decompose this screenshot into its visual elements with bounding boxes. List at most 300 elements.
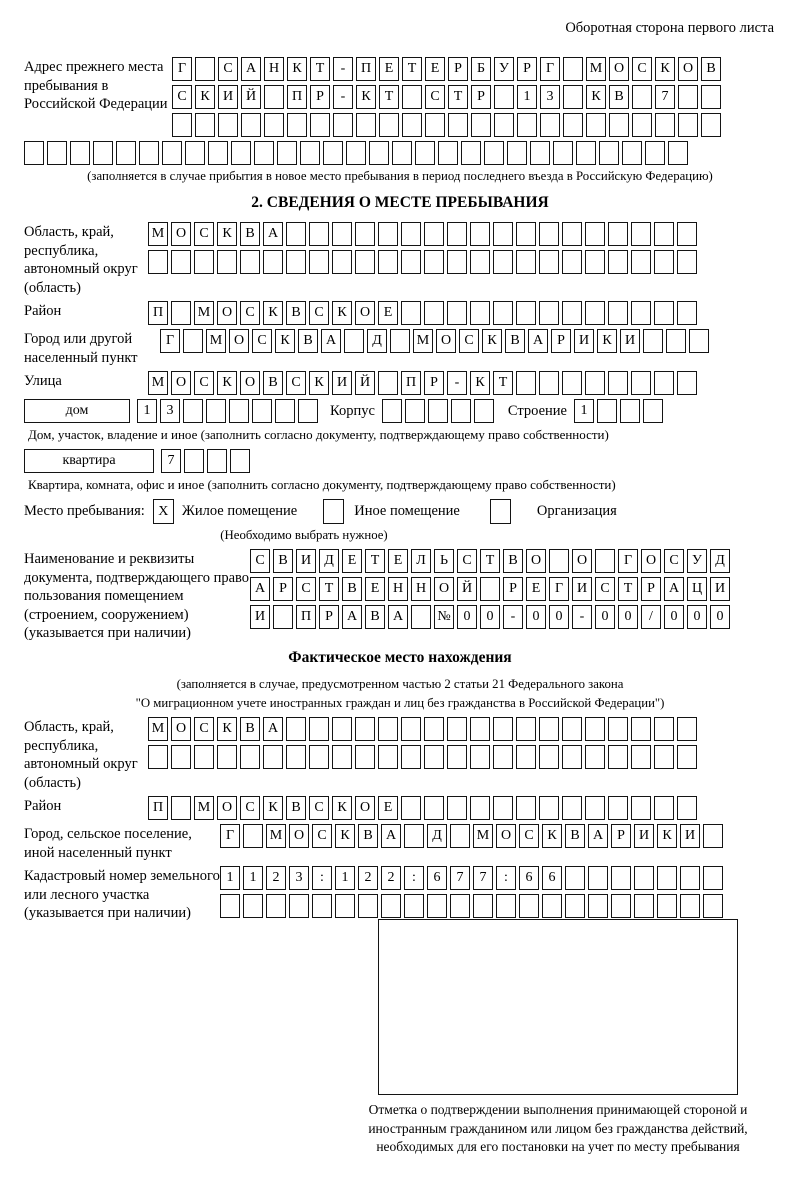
char-cell[interactable] bbox=[599, 141, 619, 165]
char-cell[interactable]: 0 bbox=[549, 605, 569, 629]
char-cell[interactable]: Д bbox=[319, 549, 339, 573]
char-cell[interactable]: - bbox=[447, 371, 467, 395]
char-cell[interactable]: Г bbox=[220, 824, 240, 848]
char-cell[interactable]: М bbox=[194, 796, 214, 820]
char-cell[interactable] bbox=[263, 745, 283, 769]
char-cell[interactable] bbox=[517, 113, 537, 137]
char-cell[interactable]: М bbox=[413, 329, 433, 353]
char-cell[interactable] bbox=[401, 717, 421, 741]
char-cell[interactable]: Й bbox=[457, 577, 477, 601]
char-cell[interactable] bbox=[643, 399, 663, 423]
char-cell[interactable] bbox=[516, 745, 536, 769]
char-cell[interactable] bbox=[470, 717, 490, 741]
char-cell[interactable] bbox=[608, 745, 628, 769]
char-cell[interactable] bbox=[643, 329, 663, 353]
char-cell[interactable] bbox=[195, 57, 215, 81]
char-cell[interactable]: Т bbox=[319, 577, 339, 601]
char-cell[interactable] bbox=[493, 796, 513, 820]
char-cell[interactable] bbox=[608, 222, 628, 246]
char-cell[interactable] bbox=[447, 745, 467, 769]
char-cell[interactable] bbox=[562, 717, 582, 741]
char-cell[interactable] bbox=[243, 894, 263, 918]
char-cell[interactable] bbox=[654, 301, 674, 325]
char-cell[interactable]: К bbox=[217, 717, 237, 741]
char-cell[interactable]: 3 bbox=[540, 85, 560, 109]
char-cell[interactable] bbox=[172, 113, 192, 137]
char-cell[interactable] bbox=[539, 745, 559, 769]
char-cell[interactable] bbox=[622, 141, 642, 165]
char-cell[interactable]: К bbox=[335, 824, 355, 848]
char-cell[interactable] bbox=[678, 85, 698, 109]
char-cell[interactable] bbox=[240, 250, 260, 274]
char-cell[interactable] bbox=[206, 399, 226, 423]
char-cell[interactable]: С bbox=[252, 329, 272, 353]
char-cell[interactable] bbox=[689, 329, 709, 353]
char-cell[interactable] bbox=[382, 399, 402, 423]
char-cell[interactable]: С bbox=[194, 371, 214, 395]
char-cell[interactable]: С bbox=[194, 717, 214, 741]
char-cell[interactable]: О bbox=[171, 222, 191, 246]
char-cell[interactable] bbox=[595, 549, 615, 573]
char-cell[interactable] bbox=[171, 745, 191, 769]
char-cell[interactable] bbox=[549, 549, 569, 573]
char-cell[interactable] bbox=[470, 222, 490, 246]
char-cell[interactable]: С bbox=[459, 329, 479, 353]
char-cell[interactable] bbox=[70, 141, 90, 165]
char-cell[interactable] bbox=[402, 85, 422, 109]
checkbox-zhiloe[interactable]: X bbox=[153, 499, 174, 524]
char-cell[interactable] bbox=[562, 301, 582, 325]
char-cell[interactable]: Г bbox=[540, 57, 560, 81]
char-cell[interactable]: О bbox=[355, 301, 375, 325]
char-cell[interactable] bbox=[448, 113, 468, 137]
char-cell[interactable] bbox=[47, 141, 67, 165]
char-cell[interactable]: С bbox=[250, 549, 270, 573]
char-cell[interactable]: 1 bbox=[335, 866, 355, 890]
char-cell[interactable] bbox=[402, 113, 422, 137]
char-cell[interactable] bbox=[355, 745, 375, 769]
char-cell[interactable] bbox=[450, 894, 470, 918]
char-cell[interactable]: М bbox=[586, 57, 606, 81]
char-cell[interactable] bbox=[309, 745, 329, 769]
char-cell[interactable] bbox=[390, 329, 410, 353]
char-cell[interactable] bbox=[470, 250, 490, 274]
char-cell[interactable] bbox=[631, 796, 651, 820]
char-cell[interactable]: - bbox=[333, 57, 353, 81]
char-cell[interactable] bbox=[264, 85, 284, 109]
char-cell[interactable]: Е bbox=[425, 57, 445, 81]
char-cell[interactable]: : bbox=[496, 866, 516, 890]
char-cell[interactable]: Р bbox=[517, 57, 537, 81]
char-cell[interactable]: О bbox=[572, 549, 592, 573]
char-cell[interactable]: И bbox=[218, 85, 238, 109]
char-cell[interactable]: С bbox=[425, 85, 445, 109]
char-cell[interactable]: У bbox=[687, 549, 707, 573]
char-cell[interactable] bbox=[378, 250, 398, 274]
char-cell[interactable] bbox=[539, 222, 559, 246]
char-cell[interactable] bbox=[539, 796, 559, 820]
char-cell[interactable]: 3 bbox=[160, 399, 180, 423]
char-cell[interactable]: К bbox=[586, 85, 606, 109]
char-cell[interactable] bbox=[312, 894, 332, 918]
char-cell[interactable]: Р bbox=[641, 577, 661, 601]
char-cell[interactable]: О bbox=[355, 796, 375, 820]
char-cell[interactable] bbox=[401, 301, 421, 325]
char-cell[interactable]: Г bbox=[160, 329, 180, 353]
char-cell[interactable] bbox=[562, 371, 582, 395]
char-cell[interactable]: 7 bbox=[655, 85, 675, 109]
char-cell[interactable]: Д bbox=[710, 549, 730, 573]
char-cell[interactable]: М bbox=[266, 824, 286, 848]
char-cell[interactable] bbox=[677, 745, 697, 769]
char-cell[interactable] bbox=[703, 824, 723, 848]
char-cell[interactable] bbox=[344, 329, 364, 353]
char-cell[interactable] bbox=[171, 796, 191, 820]
char-cell[interactable] bbox=[645, 141, 665, 165]
char-cell[interactable]: К bbox=[597, 329, 617, 353]
char-cell[interactable] bbox=[588, 894, 608, 918]
char-cell[interactable]: Ь bbox=[434, 549, 454, 573]
char-cell[interactable]: Е bbox=[342, 549, 362, 573]
char-cell[interactable]: - bbox=[503, 605, 523, 629]
char-cell[interactable]: В bbox=[701, 57, 721, 81]
char-cell[interactable]: Г bbox=[618, 549, 638, 573]
char-cell[interactable]: К bbox=[263, 796, 283, 820]
char-cell[interactable]: Т bbox=[365, 549, 385, 573]
char-cell[interactable]: П bbox=[401, 371, 421, 395]
char-cell[interactable] bbox=[404, 894, 424, 918]
char-cell[interactable] bbox=[217, 745, 237, 769]
char-cell[interactable]: 0 bbox=[664, 605, 684, 629]
char-cell[interactable]: М bbox=[194, 301, 214, 325]
char-cell[interactable]: И bbox=[634, 824, 654, 848]
char-cell[interactable]: В bbox=[263, 371, 283, 395]
char-cell[interactable] bbox=[424, 222, 444, 246]
char-cell[interactable]: К bbox=[655, 57, 675, 81]
char-cell[interactable]: И bbox=[680, 824, 700, 848]
char-cell[interactable] bbox=[493, 250, 513, 274]
char-cell[interactable] bbox=[264, 113, 284, 137]
char-cell[interactable]: О bbox=[171, 371, 191, 395]
char-cell[interactable] bbox=[677, 717, 697, 741]
char-cell[interactable]: 6 bbox=[519, 866, 539, 890]
char-cell[interactable] bbox=[677, 301, 697, 325]
char-cell[interactable] bbox=[309, 717, 329, 741]
char-cell[interactable] bbox=[309, 250, 329, 274]
char-cell[interactable] bbox=[195, 113, 215, 137]
char-cell[interactable]: О bbox=[496, 824, 516, 848]
char-cell[interactable]: П bbox=[148, 796, 168, 820]
char-cell[interactable] bbox=[286, 745, 306, 769]
char-cell[interactable] bbox=[540, 113, 560, 137]
char-cell[interactable] bbox=[516, 222, 536, 246]
checkbox-inoe[interactable] bbox=[323, 499, 344, 524]
char-cell[interactable]: - bbox=[333, 85, 353, 109]
char-cell[interactable] bbox=[447, 717, 467, 741]
char-cell[interactable] bbox=[286, 250, 306, 274]
char-cell[interactable]: И bbox=[620, 329, 640, 353]
char-cell[interactable]: А bbox=[381, 824, 401, 848]
char-cell[interactable]: К bbox=[217, 371, 237, 395]
char-cell[interactable] bbox=[519, 894, 539, 918]
char-cell[interactable]: П bbox=[148, 301, 168, 325]
char-cell[interactable] bbox=[563, 113, 583, 137]
char-cell[interactable]: Г bbox=[172, 57, 192, 81]
char-cell[interactable]: В bbox=[286, 796, 306, 820]
char-cell[interactable] bbox=[680, 866, 700, 890]
char-cell[interactable] bbox=[162, 141, 182, 165]
char-cell[interactable] bbox=[93, 141, 113, 165]
char-cell[interactable]: А bbox=[388, 605, 408, 629]
char-cell[interactable]: Е bbox=[379, 57, 399, 81]
char-cell[interactable] bbox=[553, 141, 573, 165]
char-cell[interactable] bbox=[585, 250, 605, 274]
char-cell[interactable] bbox=[447, 250, 467, 274]
char-cell[interactable]: Р bbox=[424, 371, 444, 395]
char-cell[interactable] bbox=[632, 113, 652, 137]
char-cell[interactable] bbox=[565, 866, 585, 890]
char-cell[interactable] bbox=[608, 796, 628, 820]
char-cell[interactable]: Р bbox=[319, 605, 339, 629]
char-cell[interactable] bbox=[585, 371, 605, 395]
char-cell[interactable] bbox=[701, 113, 721, 137]
char-cell[interactable]: О bbox=[526, 549, 546, 573]
char-cell[interactable] bbox=[381, 894, 401, 918]
char-cell[interactable] bbox=[252, 399, 272, 423]
char-cell[interactable]: 1 bbox=[517, 85, 537, 109]
char-cell[interactable] bbox=[411, 605, 431, 629]
char-cell[interactable]: С bbox=[286, 371, 306, 395]
char-cell[interactable]: К bbox=[657, 824, 677, 848]
char-cell[interactable]: А bbox=[664, 577, 684, 601]
char-cell[interactable] bbox=[701, 85, 721, 109]
char-cell[interactable] bbox=[631, 717, 651, 741]
char-cell[interactable] bbox=[562, 222, 582, 246]
char-cell[interactable] bbox=[516, 301, 536, 325]
char-cell[interactable] bbox=[116, 141, 136, 165]
char-cell[interactable] bbox=[309, 222, 329, 246]
char-cell[interactable] bbox=[405, 399, 425, 423]
checkbox-organizaciya[interactable] bbox=[490, 499, 511, 524]
char-cell[interactable] bbox=[470, 301, 490, 325]
char-cell[interactable] bbox=[516, 371, 536, 395]
char-cell[interactable]: 2 bbox=[358, 866, 378, 890]
char-cell[interactable]: Д bbox=[367, 329, 387, 353]
char-cell[interactable]: С bbox=[312, 824, 332, 848]
char-cell[interactable]: М bbox=[148, 717, 168, 741]
char-cell[interactable]: О bbox=[240, 371, 260, 395]
char-cell[interactable] bbox=[678, 113, 698, 137]
char-cell[interactable] bbox=[401, 745, 421, 769]
char-cell[interactable] bbox=[194, 250, 214, 274]
char-cell[interactable] bbox=[539, 301, 559, 325]
char-cell[interactable] bbox=[539, 250, 559, 274]
char-cell[interactable]: Г bbox=[549, 577, 569, 601]
char-cell[interactable]: М bbox=[206, 329, 226, 353]
char-cell[interactable] bbox=[631, 371, 651, 395]
char-cell[interactable] bbox=[392, 141, 412, 165]
char-cell[interactable] bbox=[310, 113, 330, 137]
char-cell[interactable]: В bbox=[240, 717, 260, 741]
char-cell[interactable]: 0 bbox=[526, 605, 546, 629]
char-cell[interactable]: И bbox=[296, 549, 316, 573]
char-cell[interactable] bbox=[332, 717, 352, 741]
char-cell[interactable] bbox=[424, 301, 444, 325]
char-cell[interactable]: К bbox=[332, 796, 352, 820]
char-cell[interactable]: П bbox=[296, 605, 316, 629]
char-cell[interactable]: А bbox=[342, 605, 362, 629]
char-cell[interactable] bbox=[608, 371, 628, 395]
char-cell[interactable]: 0 bbox=[710, 605, 730, 629]
char-cell[interactable] bbox=[655, 113, 675, 137]
char-cell[interactable] bbox=[451, 399, 471, 423]
char-cell[interactable]: О bbox=[678, 57, 698, 81]
char-cell[interactable] bbox=[562, 250, 582, 274]
char-cell[interactable] bbox=[480, 577, 500, 601]
char-cell[interactable] bbox=[217, 250, 237, 274]
char-cell[interactable] bbox=[609, 113, 629, 137]
char-cell[interactable] bbox=[424, 745, 444, 769]
char-cell[interactable] bbox=[401, 222, 421, 246]
char-cell[interactable]: К bbox=[482, 329, 502, 353]
char-cell[interactable] bbox=[608, 717, 628, 741]
char-cell[interactable]: О bbox=[289, 824, 309, 848]
char-cell[interactable]: В bbox=[505, 329, 525, 353]
char-cell[interactable]: 6 bbox=[427, 866, 447, 890]
char-cell[interactable]: Т bbox=[310, 57, 330, 81]
char-cell[interactable]: У bbox=[494, 57, 514, 81]
char-cell[interactable] bbox=[576, 141, 596, 165]
char-cell[interactable]: В bbox=[298, 329, 318, 353]
char-cell[interactable] bbox=[401, 250, 421, 274]
char-cell[interactable] bbox=[332, 250, 352, 274]
char-cell[interactable]: С bbox=[632, 57, 652, 81]
char-cell[interactable]: К bbox=[275, 329, 295, 353]
char-cell[interactable]: П bbox=[356, 57, 376, 81]
char-cell[interactable]: М bbox=[473, 824, 493, 848]
char-cell[interactable]: Т bbox=[402, 57, 422, 81]
char-cell[interactable] bbox=[608, 250, 628, 274]
char-cell[interactable]: В bbox=[503, 549, 523, 573]
char-cell[interactable] bbox=[484, 141, 504, 165]
char-cell[interactable] bbox=[332, 745, 352, 769]
char-cell[interactable]: С bbox=[172, 85, 192, 109]
char-cell[interactable] bbox=[241, 113, 261, 137]
char-cell[interactable]: О bbox=[609, 57, 629, 81]
char-cell[interactable] bbox=[401, 796, 421, 820]
char-cell[interactable] bbox=[356, 113, 376, 137]
char-cell[interactable] bbox=[494, 113, 514, 137]
char-cell[interactable] bbox=[654, 222, 674, 246]
char-cell[interactable] bbox=[666, 329, 686, 353]
char-cell[interactable]: И bbox=[574, 329, 594, 353]
char-cell[interactable]: Р bbox=[448, 57, 468, 81]
char-cell[interactable] bbox=[677, 371, 697, 395]
char-cell[interactable]: Т bbox=[379, 85, 399, 109]
char-cell[interactable] bbox=[184, 449, 204, 473]
char-cell[interactable] bbox=[286, 222, 306, 246]
char-cell[interactable]: Е bbox=[388, 549, 408, 573]
char-cell[interactable] bbox=[266, 894, 286, 918]
char-cell[interactable]: И bbox=[572, 577, 592, 601]
char-cell[interactable] bbox=[231, 141, 251, 165]
char-cell[interactable]: 7 bbox=[450, 866, 470, 890]
char-cell[interactable] bbox=[424, 250, 444, 274]
char-cell[interactable] bbox=[450, 824, 470, 848]
char-cell[interactable] bbox=[539, 717, 559, 741]
char-cell[interactable]: О bbox=[434, 577, 454, 601]
char-cell[interactable] bbox=[634, 866, 654, 890]
char-cell[interactable] bbox=[611, 894, 631, 918]
char-cell[interactable]: А bbox=[263, 222, 283, 246]
char-cell[interactable]: А bbox=[241, 57, 261, 81]
char-cell[interactable] bbox=[378, 745, 398, 769]
char-cell[interactable]: О bbox=[171, 717, 191, 741]
char-cell[interactable] bbox=[298, 399, 318, 423]
char-cell[interactable]: А bbox=[588, 824, 608, 848]
char-cell[interactable] bbox=[379, 113, 399, 137]
char-cell[interactable] bbox=[424, 717, 444, 741]
char-cell[interactable]: 1 bbox=[574, 399, 594, 423]
char-cell[interactable] bbox=[471, 113, 491, 137]
char-cell[interactable]: О bbox=[217, 301, 237, 325]
char-cell[interactable]: К bbox=[470, 371, 490, 395]
char-cell[interactable]: Е bbox=[378, 301, 398, 325]
char-cell[interactable] bbox=[677, 250, 697, 274]
char-cell[interactable]: В bbox=[240, 222, 260, 246]
char-cell[interactable] bbox=[424, 796, 444, 820]
char-cell[interactable] bbox=[668, 141, 688, 165]
char-cell[interactable]: В bbox=[358, 824, 378, 848]
char-cell[interactable]: Т bbox=[480, 549, 500, 573]
char-cell[interactable]: П bbox=[287, 85, 307, 109]
char-cell[interactable] bbox=[677, 796, 697, 820]
char-cell[interactable] bbox=[447, 301, 467, 325]
char-cell[interactable] bbox=[185, 141, 205, 165]
char-cell[interactable] bbox=[355, 222, 375, 246]
char-cell[interactable]: 1 bbox=[137, 399, 157, 423]
char-cell[interactable]: С bbox=[519, 824, 539, 848]
char-cell[interactable] bbox=[470, 796, 490, 820]
char-cell[interactable]: Д bbox=[427, 824, 447, 848]
char-cell[interactable]: О bbox=[229, 329, 249, 353]
char-cell[interactable] bbox=[680, 894, 700, 918]
char-cell[interactable] bbox=[287, 113, 307, 137]
char-cell[interactable] bbox=[240, 745, 260, 769]
char-cell[interactable] bbox=[657, 894, 677, 918]
char-cell[interactable] bbox=[230, 449, 250, 473]
char-cell[interactable] bbox=[355, 717, 375, 741]
char-cell[interactable]: 0 bbox=[457, 605, 477, 629]
char-cell[interactable] bbox=[148, 745, 168, 769]
char-cell[interactable]: К bbox=[263, 301, 283, 325]
char-cell[interactable] bbox=[565, 894, 585, 918]
char-cell[interactable] bbox=[631, 250, 651, 274]
char-cell[interactable] bbox=[378, 371, 398, 395]
char-cell[interactable]: Н bbox=[264, 57, 284, 81]
char-cell[interactable]: Б bbox=[471, 57, 491, 81]
char-cell[interactable]: 7 bbox=[161, 449, 181, 473]
char-cell[interactable] bbox=[332, 222, 352, 246]
char-cell[interactable]: М bbox=[148, 371, 168, 395]
char-cell[interactable] bbox=[516, 717, 536, 741]
char-cell[interactable]: / bbox=[641, 605, 661, 629]
char-cell[interactable]: С bbox=[240, 301, 260, 325]
char-cell[interactable] bbox=[562, 796, 582, 820]
char-cell[interactable] bbox=[530, 141, 550, 165]
char-cell[interactable]: Н bbox=[411, 577, 431, 601]
char-cell[interactable]: Р bbox=[611, 824, 631, 848]
